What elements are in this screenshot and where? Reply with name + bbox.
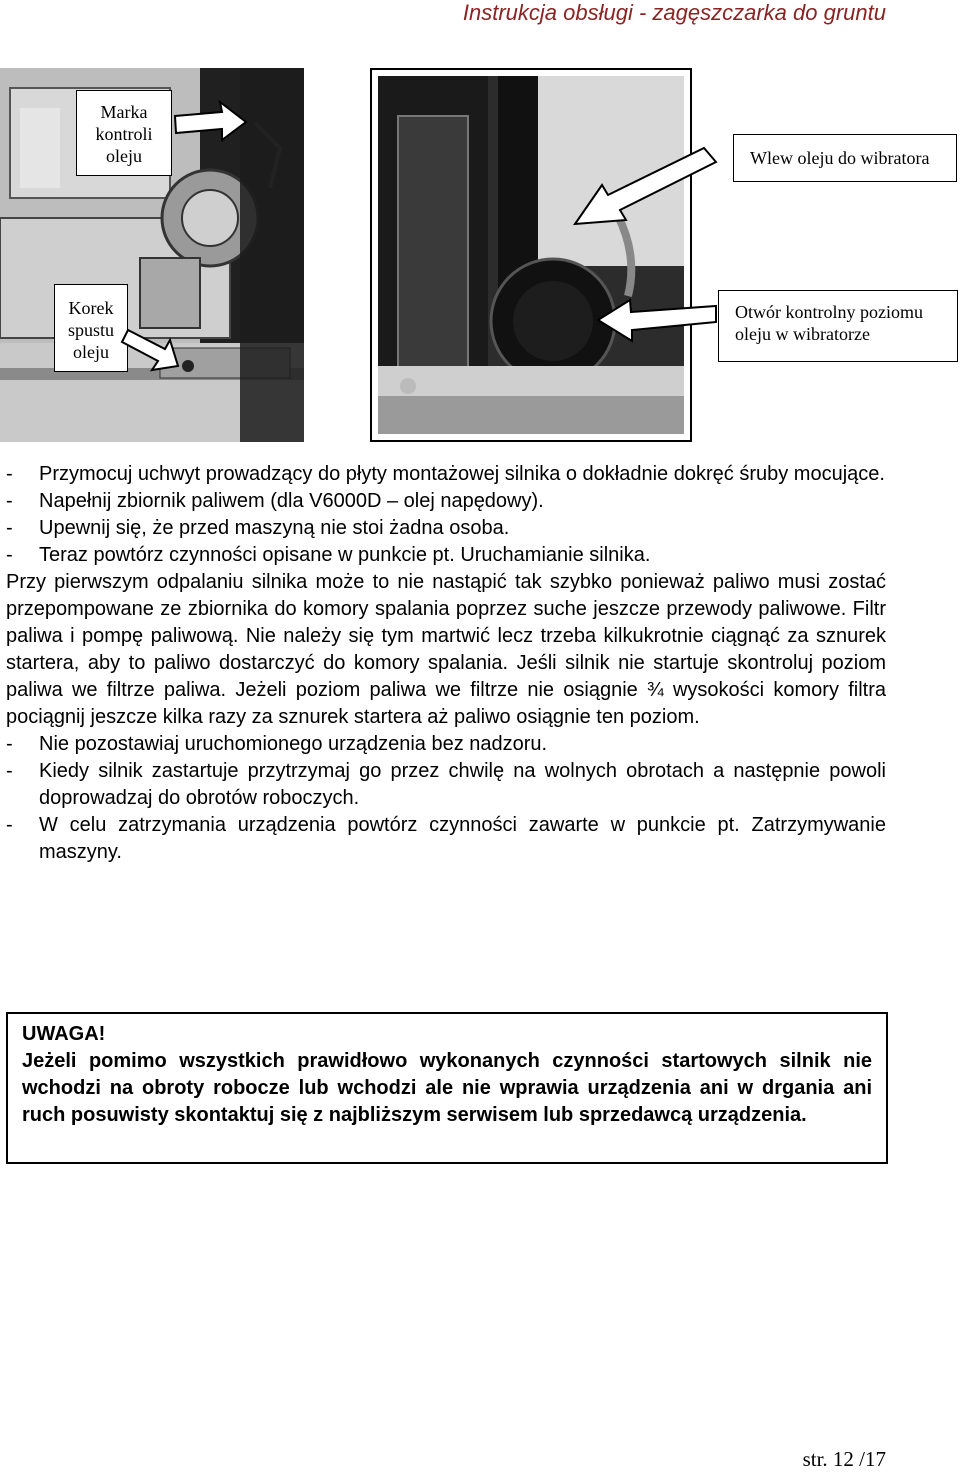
callout-filler: Wlew oleju do wibratora bbox=[733, 134, 957, 182]
callout-check-hole: Otwór kontrolny poziomu oleju w wibratorze bbox=[718, 290, 958, 362]
startup-paragraph: Przy pierwszym odpalaniu silnika może to nie nastąpić tak szybko ponieważ paliwo musi zostać przepompowane ze zbiornika do komory spalania poprzez suche jeszcze przewody paliwowe. Filtr paliwa i pompę paliwową. Nie należy się tym martwić lecz trzeba kilkukrotnie ciągnąć za sznurek startera, aby to paliwo dostarczyć do komory spalania. Jeśli silnik nie startuje skontroluj poziom paliwa we filtrze paliwa. Jeżeli poziom paliwa we filtrze nie osiągnie ¾ wysokości komory filtra pociągnij jeszcze kilka razy za sznurek startera aż paliwo osiągnie ten poziom. bbox=[6, 571, 886, 728]
callout-oil-gauge: Marka kontroli oleju bbox=[76, 90, 172, 176]
warning-text: Jeżeli pomimo wszystkich prawidłowo wykonanych czynności startowych silnik nie wchodzi na obroty robocze lub wchodzi ale nie wprawia urządzenia ani w drgania ani ruch posuwisty skontaktuj się z najbliższym serwisem lub sprzedawcą urządzenia. bbox=[22, 1050, 872, 1126]
instructions-body bbox=[6, 461, 886, 866]
warning-title: UWAGA! bbox=[22, 1023, 106, 1045]
list-item: - Przymocuj uchwyt prowadzący do płyty montażowej silnika o dokładnie dokręć śruby mocujące. bbox=[6, 463, 885, 485]
page-number: str. 12 /17 bbox=[802, 1447, 886, 1471]
callout-arrows bbox=[0, 0, 960, 440]
arrow-drain-plug-icon bbox=[122, 330, 178, 370]
list-item: - W celu zatrzymania urządzenia powtórz czynności zawarte w punkcie pt. Zatrzymywanie maszyny. bbox=[6, 814, 886, 863]
list-item: - Upewnij się, że przed maszyną nie stoi żadna osoba. bbox=[6, 517, 510, 539]
warning-box bbox=[6, 1012, 888, 1164]
document-header-title: Instrukcja obsługi - zagęszczarka do gruntu bbox=[462, 0, 886, 25]
arrow-check-hole-icon bbox=[598, 300, 716, 341]
callout-drain-plug: Korek spustu oleju bbox=[54, 284, 128, 372]
list-item: - Kiedy silnik zastartuje przytrzymaj go przez chwilę na wolnych obrotach a następnie powoli doprowadzaj do obrotów roboczych. bbox=[6, 760, 886, 809]
list-item: - Napełnij zbiornik paliwem (dla V6000D – olej napędowy). bbox=[6, 490, 544, 512]
list-item: - Nie pozostawiaj uruchomionego urządzenia bez nadzoru. bbox=[6, 733, 548, 755]
arrow-oil-gauge-icon bbox=[175, 102, 246, 140]
arrow-filler-icon bbox=[575, 148, 716, 224]
list-item: - Teraz powtórz czynności opisane w punkcie pt. Uruchamianie silnika. bbox=[6, 544, 651, 566]
